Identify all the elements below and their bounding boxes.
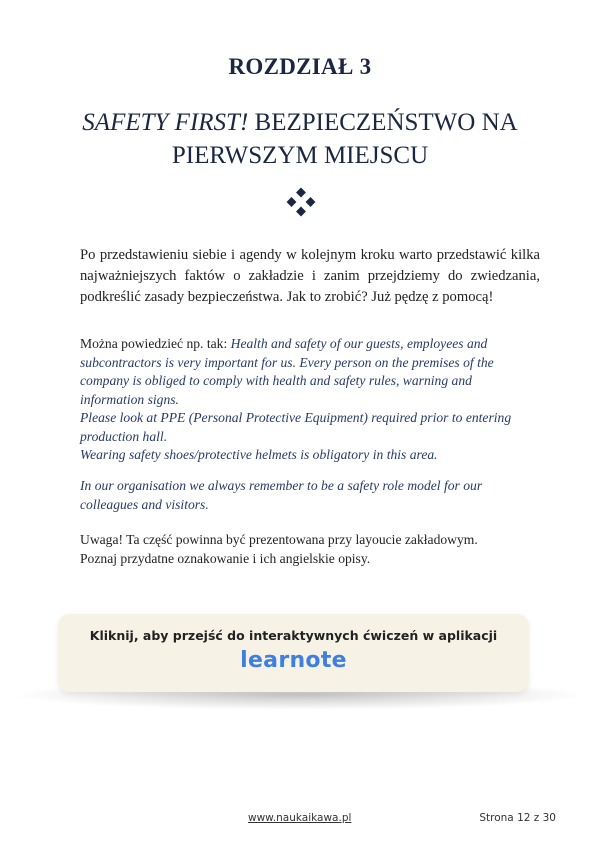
title-line2: PIERWSZYM MIEJSCU [171, 142, 429, 169]
note-line-2: Poznaj przydatne oznakowanie i ich angielskie opisy. [80, 551, 371, 566]
note-line-1: Uwaga! Ta część powinna być prezentowana przy layoucie zakładowym. [80, 532, 478, 547]
intro-paragraph: Po przedstawieniu siebie i agendy w kolejnym kroku warto przedstawić kilka najważniejszych faktów o zakładzie i zanim przejdziemy do zwiedzania, podkreślić zasady bezpieczeństwa. Jak to zrobić? Już pędzę z pomocą! [80, 247, 540, 305]
example-quote-1: Health and safety of our guests, employees and subcontractors is very important for us. Every person on the premises of the company is obliged to comply with health and safety rules, warning and information signs. [80, 336, 494, 407]
diamond-ornament-icon [286, 187, 316, 217]
title-italic: SAFETY FIRST! [82, 109, 249, 136]
page-title [40, 106, 560, 172]
example-paragraph [80, 335, 520, 465]
example-quote-3: Wearing safety shoes/protective helmets is obligatory in this area. [80, 447, 438, 462]
title-rest: BEZPIECZEŃSTWO NA [248, 109, 518, 136]
chapter-heading: ROZDZIAŁ 3 [228, 54, 372, 79]
example-quote-2: Please look at PPE (Personal Protective Equipment) required prior to entering production hall. [80, 410, 512, 444]
role-model-paragraph: In our organisation we always remember to be a safety role model for our colleagues and visitors. [80, 478, 483, 512]
learnote-logo[interactable]: learnote [240, 648, 347, 673]
page-number: Strona 12 z 30 [479, 812, 556, 824]
footer-website-link[interactable]: www.naukaikawa.pl [248, 812, 352, 824]
learnote-cta-button[interactable] [58, 614, 529, 692]
cta-text[interactable]: Kliknij, aby przejść do interaktywnych ćwiczeń w aplikacji [89, 628, 498, 643]
example-lead: Można powiedzieć np. tak: [80, 336, 231, 351]
note-paragraph [80, 530, 520, 568]
